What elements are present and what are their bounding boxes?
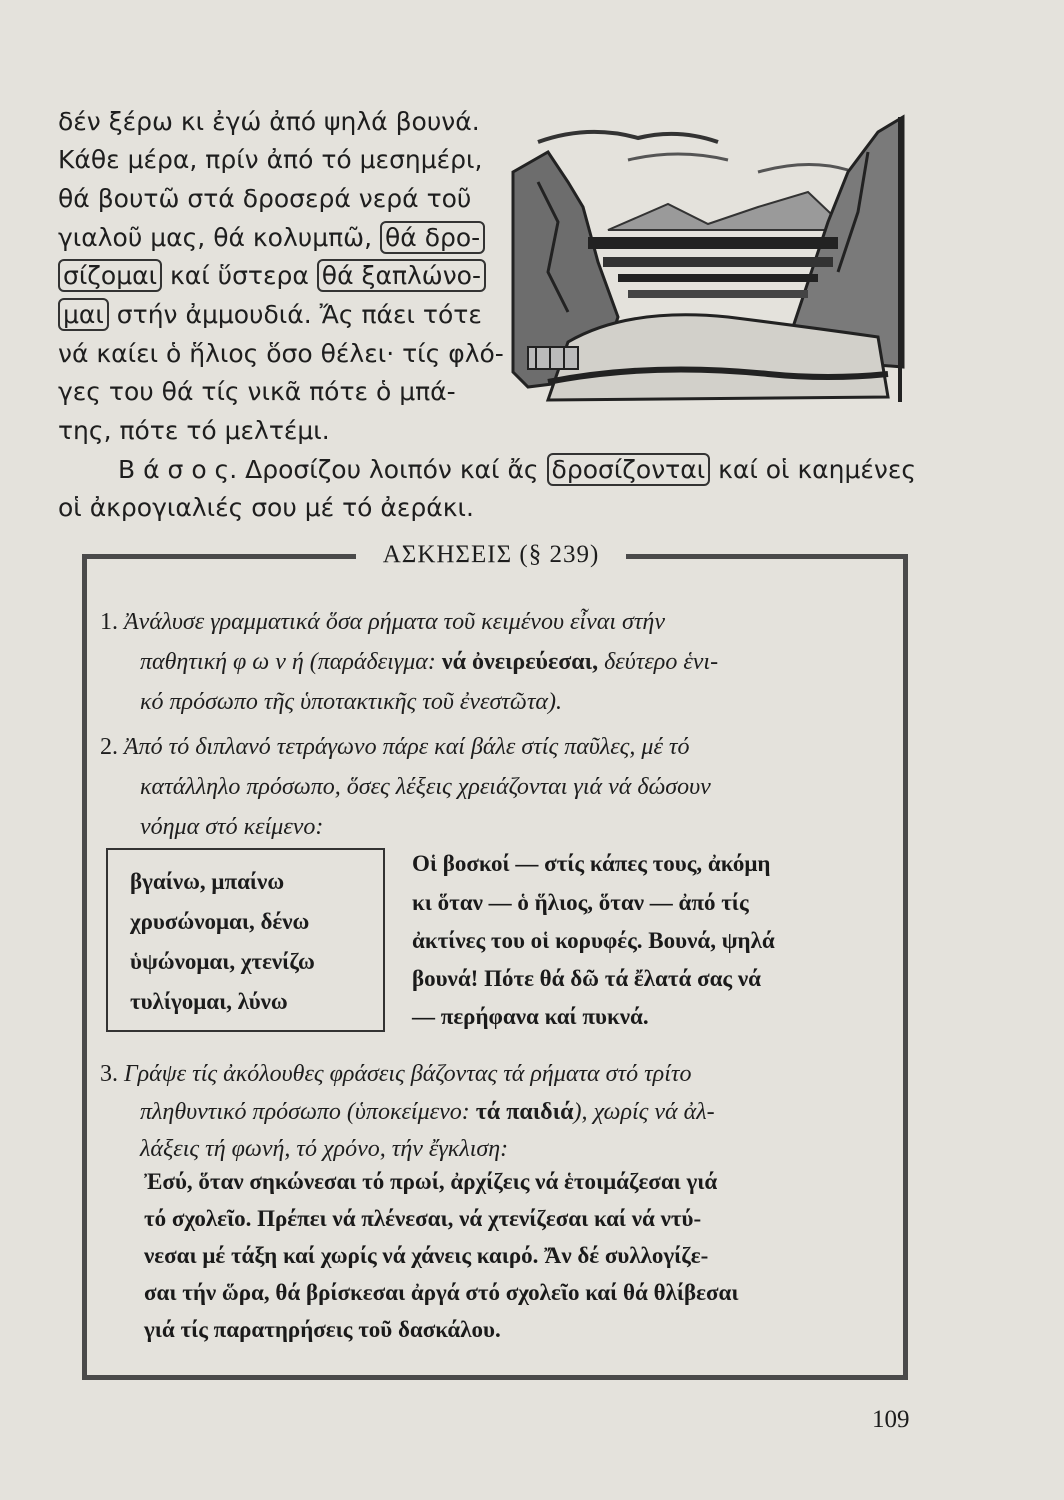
story-line: γες του θά τίς νικᾶ πότε ὁ μπά- xyxy=(58,377,456,406)
subject-term: τά παιδιά xyxy=(475,1099,574,1125)
speaker-name: Β ά σ ο ς. xyxy=(118,455,238,484)
page-number: 109 xyxy=(872,1406,910,1433)
word-choice-line: τυλίγομαι, λύνω xyxy=(130,989,288,1014)
circled-verb: δροσίζονται xyxy=(547,453,711,486)
story-line: θά βουτῶ στά δροσερά νερά τοῦ xyxy=(58,184,472,213)
story-line: οἱ ἀκρογιαλιές σου μέ τό ἀεράκι. xyxy=(58,493,474,522)
exercise-text: ), χωρίς νά ἀλ- xyxy=(573,1099,715,1125)
word-choice-line: ὑψώνομαι, χτενίζω xyxy=(130,949,315,974)
exercise-text: Ἀνάλυσε γραμματικά ὅσα ρήματα τοῦ κειμένου εἶναι στήν xyxy=(118,609,665,635)
paragraph-line: Ἐσύ, ὅταν σηκώνεσαι τό πρωί, ἀρχίζεις νά ἑτοιμάζεσαι γιά xyxy=(144,1169,718,1194)
story-line: δέν ξέρω κι ἐγώ ἀπό ψηλά βουνά. xyxy=(58,107,480,136)
exercise-number: 3. xyxy=(100,1061,118,1087)
exercise-1-line xyxy=(100,604,665,640)
fill-in-text-line: — περήφανα καί πυκνά. xyxy=(412,1004,649,1029)
paragraph-line: τό σχολεῖο. Πρέπει νά πλένεσαι, νά χτενίζεσαι καί νά ντύ- xyxy=(144,1206,702,1231)
fill-in-text-line: κι ὅταν — ὁ ἥλιος, ὅταν — ἀπό τίς xyxy=(412,890,749,915)
fill-in-text-line: Οἱ βοσκοί — στίς κάπες τους, ἀκόμη xyxy=(412,851,771,876)
exercise-text: Ἀπό τό διπλανό τετράγωνο πάρε καί βάλε στίς παῦλες, μέ τό xyxy=(118,734,690,760)
word-choice-line: χρυσώνομαι, δένω xyxy=(130,909,310,934)
exercise-1-line: κό πρόσωπο τῆς ὑποτακτικῆς τοῦ ἐνεστῶτα). xyxy=(140,689,562,715)
fill-in-text-line: ἀκτίνες του οἱ κορυφές. Βουνά, ψηλά xyxy=(412,928,775,953)
story-line: Κάθε μέρα, πρίν ἀπό τό μεσημέρι, xyxy=(58,145,483,174)
exercise-2-line xyxy=(100,729,690,765)
story-line xyxy=(58,258,486,294)
word-choice-line: βγαίνω, μπαίνω xyxy=(130,869,285,894)
exercise-3-line xyxy=(140,1094,715,1130)
story-line xyxy=(58,220,485,256)
story-text: Δροσίζου λοιπόν καί ἄς xyxy=(237,455,547,484)
story-line xyxy=(58,297,482,333)
exercise-3-line xyxy=(100,1056,691,1092)
exercise-text: πληθυντικό πρόσωπο (ὑποκείμενο: xyxy=(140,1099,476,1125)
story-line: της, πότε τό μελτέμι. xyxy=(58,416,330,445)
exercise-1-line xyxy=(140,644,718,680)
fill-in-text-line: βουνά! Πότε θά δῶ τά ἔλατά σας νά xyxy=(412,966,761,991)
story-line: νά καίει ὁ ἥλιος ὅσο θέλει· τίς φλό- xyxy=(58,339,504,368)
exercise-text: παθητική xyxy=(140,649,233,675)
exercise-3-line: λάξεις τή φωνή, τό χρόνο, τήν ἔγκλιση: xyxy=(140,1136,509,1162)
story-text: καί οἱ καημένες xyxy=(710,455,917,484)
exercise-number: 1. xyxy=(100,609,118,635)
exercises-heading: ΑΣΚΗΣΕΙΣ (§ 239) xyxy=(356,537,626,573)
exercise-text: Γράψε τίς ἀκόλουθες φράσεις βάζοντας τά ρήματα στό τρίτο xyxy=(118,1061,692,1087)
circled-verb: θά ξαπλώνο- xyxy=(317,259,486,292)
story-text: στήν ἀμμουδιά. Ἄς πάει τότε xyxy=(108,300,482,329)
circled-verb: σίζομαι xyxy=(58,259,162,292)
paragraph-line: σαι τήν ὥρα, θά βρίσκεσαι ἀργά στό σχολεῖο καί θά θλίβεσαι xyxy=(144,1280,739,1305)
story-text: γιαλοῦ μας, θά κολυμπῶ, xyxy=(58,223,380,252)
coastal-landscape-icon xyxy=(508,112,908,407)
paragraph-line: γιά τίς παρατηρήσεις τοῦ δασκάλου. xyxy=(144,1317,501,1342)
exercise-number: 2. xyxy=(100,734,118,760)
example-term: νά ὀνειρεύεσαι, xyxy=(441,649,599,675)
story-line xyxy=(118,452,916,488)
circled-verb: θά δρο- xyxy=(380,221,485,254)
paragraph-line: νεσαι μέ τάξη καί χωρίς νά χάνεις καιρό. Ἄν δέ συλλογίζε- xyxy=(144,1243,709,1268)
exercise-text: δεύτερο ἑνι- xyxy=(598,649,719,675)
exercise-text: (παράδειγμα: xyxy=(303,649,442,675)
spaced-term: φ ω ν ή xyxy=(233,649,304,675)
circled-verb: μαι xyxy=(58,298,109,331)
exercise-2-line: νόημα στό κείμενο: xyxy=(140,814,324,840)
story-text: καί ὕστερα xyxy=(162,261,317,290)
exercise-2-line: κατάλληλο πρόσωπο, ὅσες λέξεις χρειάζονται γιά νά δώσουν xyxy=(140,774,711,800)
